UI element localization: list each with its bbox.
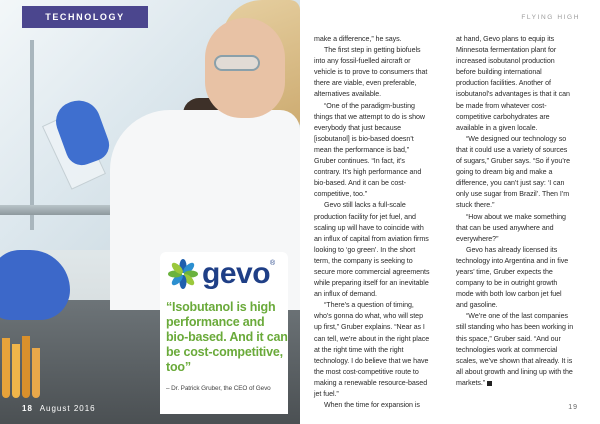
article-paragraph: Gevo has already licensed its technology into Argentina and in five years’ time, Gruber expects the company to be in outright growth mode with both low carbon jet fuel and gasoline. <box>456 245 569 310</box>
trademark-symbol: ® <box>270 260 276 267</box>
article-paragraph: at hand, Gevo plans to equip its Minnesota fermentation plant for increased isobutanol production before building international production facilities. Another of isobutanol’s advantages is that it can be made from whatever cost-competitive carbohydrates are available in a given locale. <box>456 35 570 132</box>
gevo-logo <box>160 252 288 296</box>
article-column-1 <box>314 34 432 411</box>
running-head: FLYING HIGH <box>521 14 580 21</box>
article-paragraph: Gevo still lacks a full-scale production facility for jet fuel, and scaling up will have to coincide with an influx of capital from aviation firms looking to ‘go green’. In the short term, the company is seeking to secure more commercial agreements while preparing itself for an inevitable an influx of demand. <box>314 201 430 299</box>
right-page <box>300 0 600 424</box>
article-paragraph: “We designed our technology so that it could use a variety of sources of sugars,” Gruber says. “So if you’re going to dream big and make a difference, you can’t just say: ‘I can only use sugar from Brazil’. Then I’m stuck there.” <box>456 134 571 210</box>
article-paragraph: The first step in getting biofuels into any fossil-fuelled aircraft or vehicle is to prove to consumers that there are viable, even preferable, alternatives available. <box>314 46 428 99</box>
test-tube <box>2 338 10 398</box>
blue-glove-hand-foreground <box>0 250 70 320</box>
pull-quote-panel <box>160 294 288 414</box>
end-of-article-icon <box>487 381 492 386</box>
article-paragraph: When the time for expansion is <box>324 401 420 410</box>
article-column-2 <box>456 34 574 389</box>
page-number: 18 <box>22 404 33 413</box>
gevo-wordmark: gevo <box>202 257 271 290</box>
section-header-bar <box>22 6 148 28</box>
fume-hood-frame <box>30 40 34 230</box>
article-paragraph: “There’s a question of timing, who’s gonna do what, who will step up first,” Gruber explains. “Near as I can tell, we’re about in the right place at the right time with the right technology. I do believe that we have the most cost-competitive route to making a renewable resource-based jet fuel.” <box>314 301 430 398</box>
quote-attribution: – Dr. Patrick Gruber, the CEO of Gevo <box>166 385 271 392</box>
safety-goggles <box>214 55 260 71</box>
article-paragraph: “One of the paradigm-busting things that we attempt to do is show everybody that just because [isobutanol] is bio-based doesn’t mean the performance is bad,” Gruber continues. “In fact, it’s contrary. It’s high performance and bio-based. And it can be cost-competitive, too.” <box>314 101 425 199</box>
test-tube <box>22 336 30 398</box>
article-paragraph: “How about we make something that can be used anywhere and everywhere?” <box>456 212 566 243</box>
article-paragraph: “We’re one of the last companies still standing who has been working in this space,” Gruber said. “And our technologies work at commercial scales, we’ve shown that already. It is all about growth and lining up with the markets.” <box>456 312 574 387</box>
test-tube <box>12 344 20 398</box>
gevo-flower-icon <box>168 259 198 289</box>
article-paragraph: make a difference,” he says. <box>314 35 402 43</box>
test-tube <box>32 348 40 398</box>
left-folio <box>22 404 96 413</box>
test-tube-rack <box>0 318 40 398</box>
issue-date: August 2016 <box>39 404 96 413</box>
section-label: TECHNOLOGY <box>45 12 125 22</box>
page-number: 19 <box>568 404 578 411</box>
pull-quote: “Isobutanol is high performance and bio-based. And it can be cost-competitive, too” <box>166 300 288 374</box>
